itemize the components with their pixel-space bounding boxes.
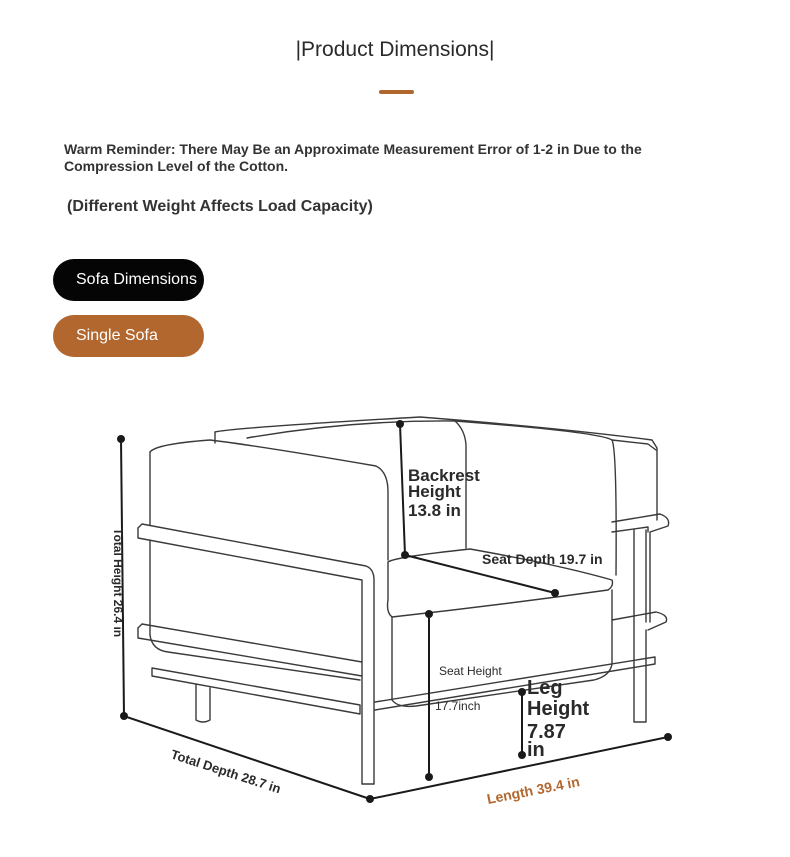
length-label: Length 39.4 in: [485, 773, 581, 807]
leg-height-label-line2: Height: [527, 698, 590, 720]
measurement-reminder: Warm Reminder: There May Be an Approximate Measurement Error of 1-2 in Due to the Compression Level of the Cotton.: [64, 141, 642, 174]
total-depth-label: Total Depth 28.7 in: [169, 746, 283, 797]
page-title: |Product Dimensions|: [295, 38, 495, 61]
weight-note: (Different Weight Affects Load Capacity): [67, 198, 373, 215]
dimension-endpoints: [117, 420, 672, 803]
backrest-label-line2: Height: [408, 482, 461, 501]
backrest-label-line1: Backrest: [408, 466, 480, 485]
tab-sofa-dimensions[interactable]: Sofa Dimensions: [53, 259, 204, 301]
backrest-value: 13.8 in: [408, 501, 461, 520]
leg-height-value: 7.87: [527, 721, 566, 743]
total-height-label: Total Height 26.4 in: [111, 528, 125, 638]
leg-height-label-line1: Leg: [527, 677, 563, 699]
sofa-drawing: [138, 417, 669, 784]
dimension-lines: [121, 424, 668, 799]
tab-single-sofa[interactable]: Single Sofa: [53, 315, 204, 357]
seat-height-label: Seat Height: [439, 664, 502, 678]
leg-height-unit: in: [527, 739, 545, 761]
seat-height-value: 17.7inch: [435, 699, 481, 713]
seat-depth-label: Seat Depth 19.7 in: [482, 551, 603, 567]
